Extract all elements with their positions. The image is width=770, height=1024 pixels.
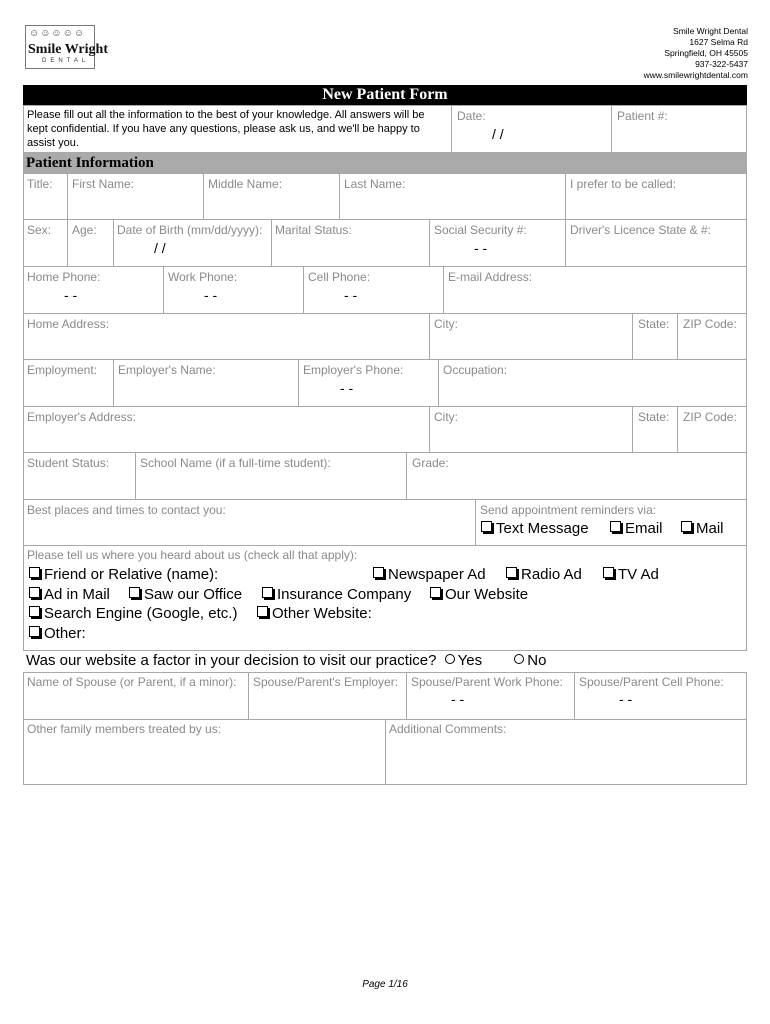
title-field[interactable]	[23, 173, 68, 220]
employment-label: Employment:	[27, 363, 98, 377]
patient-number-label: Patient #:	[617, 109, 668, 123]
cell-phone-separators: - -	[344, 287, 358, 303]
date-of-birth-field[interactable]	[113, 219, 272, 267]
middle-name-label: Middle Name:	[208, 177, 283, 191]
section-patient-information: Patient Information	[23, 153, 747, 173]
radio-icon	[514, 654, 524, 664]
saw-office-checkbox[interactable]: Saw our Office	[129, 586, 242, 603]
page-number: Page 1/16	[362, 979, 408, 990]
employer-city-field[interactable]	[429, 406, 633, 453]
city-label: City:	[434, 317, 458, 331]
spouse-cell-phone-separators: - -	[619, 691, 633, 707]
spouse-cell-phone-field[interactable]	[574, 672, 747, 720]
occupation-label: Occupation:	[443, 363, 508, 377]
practice-website[interactable]: www.smilewrightdental.com	[643, 70, 748, 80]
age-label: Age:	[72, 223, 97, 237]
tv-ad-checkbox[interactable]: TV Ad	[603, 566, 659, 583]
additional-comments-label: Additional Comments:	[389, 722, 507, 736]
work-phone-separators: - -	[204, 287, 218, 303]
cell-phone-field[interactable]	[303, 266, 444, 314]
employer-phone-separators: - -	[340, 380, 354, 396]
state-field[interactable]	[632, 313, 678, 360]
checkbox-icon	[481, 521, 492, 532]
student-status-field[interactable]	[23, 452, 136, 500]
employer-zip-field[interactable]	[677, 406, 747, 453]
ad-in-mail-checkbox[interactable]: Ad in Mail	[29, 586, 110, 603]
employer-state-label: State:	[638, 410, 670, 424]
email-label: E-mail Address:	[448, 270, 533, 284]
website-no-radio[interactable]: No	[514, 652, 546, 669]
age-field[interactable]	[67, 219, 114, 267]
date-separators: / /	[492, 126, 504, 142]
first-name-label: First Name:	[72, 177, 135, 191]
spouse-work-phone-separators: - -	[451, 691, 465, 707]
other-family-members-label: Other family members treated by us:	[27, 722, 222, 736]
home-phone-separators: - -	[64, 287, 78, 303]
reminders-label: Send appointment reminders via:	[480, 503, 657, 517]
dob-separators: / /	[154, 240, 166, 256]
dob-label: Date of Birth (mm/dd/yyyy):	[117, 223, 263, 237]
zip-code-label: ZIP Code:	[683, 317, 737, 331]
employer-name-label: Employer's Name:	[118, 363, 216, 377]
spouse-work-phone-field[interactable]	[406, 672, 575, 720]
date-label: Date:	[457, 109, 486, 123]
logo-wordmark: Smile Wright	[28, 42, 108, 57]
patient-number-field[interactable]	[611, 105, 747, 153]
checkbox-icon	[129, 587, 140, 598]
marital-status-label: Marital Status:	[275, 223, 352, 237]
city-field[interactable]	[429, 313, 633, 360]
first-name-field[interactable]	[67, 173, 204, 220]
checkbox-icon	[262, 587, 273, 598]
school-name-label: School Name (if a full-time student):	[140, 456, 331, 470]
website-yes-radio[interactable]: Yes	[445, 652, 482, 669]
practice-city: Springfield, OH 45505	[664, 48, 748, 58]
ssn-label: Social Security #:	[434, 223, 527, 237]
our-website-checkbox[interactable]: Our Website	[430, 586, 528, 603]
checkbox-icon	[373, 567, 384, 578]
spouse-name-field[interactable]	[23, 672, 249, 720]
spouse-employer-field[interactable]	[248, 672, 407, 720]
ssn-separators: - -	[474, 240, 488, 256]
practice-name: Smile Wright Dental	[673, 26, 748, 36]
practice-phone: 937-322-5437	[695, 59, 748, 69]
employer-address-field[interactable]	[23, 406, 430, 453]
friend-checkbox[interactable]: Friend or Relative (name):	[29, 566, 218, 583]
sex-label: Sex:	[27, 223, 52, 237]
spouse-cell-phone-label: Spouse/Parent Cell Phone:	[579, 675, 724, 689]
state-label: State:	[638, 317, 670, 331]
practice-logo	[25, 25, 108, 69]
spouse-name-label: Name of Spouse (or Parent, if a minor):	[27, 675, 237, 689]
email-field[interactable]	[443, 266, 747, 314]
spouse-work-phone-label: Spouse/Parent Work Phone:	[411, 675, 563, 689]
student-status-label: Student Status:	[27, 456, 110, 470]
middle-name-field[interactable]	[203, 173, 340, 220]
home-address-field[interactable]	[23, 313, 430, 360]
other-website-checkbox[interactable]: Other Website:	[257, 605, 372, 622]
marital-status-field[interactable]	[271, 219, 430, 267]
date-field[interactable]	[451, 105, 612, 153]
work-phone-field[interactable]	[163, 266, 304, 314]
insurance-checkbox[interactable]: Insurance Company	[262, 586, 411, 603]
employer-state-field[interactable]	[632, 406, 678, 453]
home-phone-field[interactable]	[23, 266, 164, 314]
checkbox-icon	[506, 567, 517, 578]
radio-icon	[445, 654, 455, 664]
checkbox-icon	[29, 567, 40, 578]
checkbox-icon	[29, 587, 40, 598]
newspaper-checkbox[interactable]: Newspaper Ad	[373, 566, 486, 583]
website-factor-question: Was our website a factor in your decision to visit our practice? Yes No	[26, 652, 547, 669]
radio-ad-checkbox[interactable]: Radio Ad	[506, 566, 582, 583]
other-family-members-field[interactable]	[23, 719, 386, 785]
reminders-field	[475, 499, 747, 546]
employer-phone-field[interactable]	[298, 359, 439, 407]
checkbox-icon	[29, 606, 40, 617]
reminder-email-checkbox[interactable]: Email	[610, 520, 663, 537]
employment-field[interactable]	[23, 359, 114, 407]
other-checkbox[interactable]: Other:	[29, 625, 86, 642]
checkbox-icon	[681, 521, 692, 532]
home-phone-label: Home Phone:	[27, 270, 101, 284]
drivers-licence-label: Driver's Licence State & #:	[570, 223, 712, 237]
home-address-label: Home Address:	[27, 317, 110, 331]
employer-phone-label: Employer's Phone:	[303, 363, 404, 377]
form-title: New Patient Form	[23, 85, 747, 105]
reminder-text-checkbox[interactable]: Text Message	[481, 520, 589, 537]
checkbox-icon	[603, 567, 614, 578]
school-name-field[interactable]	[135, 452, 407, 500]
title-label: Title:	[27, 177, 53, 191]
employer-city-label: City:	[434, 410, 458, 424]
practice-address	[644, 26, 748, 81]
social-security-field[interactable]	[429, 219, 566, 267]
last-name-field[interactable]	[339, 173, 566, 220]
employer-zip-label: ZIP Code:	[683, 410, 737, 424]
employer-name-field[interactable]	[113, 359, 299, 407]
preferred-name-field[interactable]	[565, 173, 747, 220]
search-engine-checkbox[interactable]: Search Engine (Google, etc.)	[29, 605, 237, 622]
logo-subtitle: DENTAL	[42, 58, 90, 64]
reminder-mail-checkbox[interactable]: Mail	[681, 520, 724, 537]
drivers-licence-field[interactable]	[565, 219, 747, 267]
checkbox-icon	[430, 587, 441, 598]
spouse-employer-label: Spouse/Parent's Employer:	[253, 675, 399, 689]
grade-field[interactable]	[406, 452, 747, 500]
preferred-name-label: I prefer to be called:	[570, 177, 677, 191]
cell-phone-label: Cell Phone:	[308, 270, 371, 284]
practice-street: 1627 Selma Rd	[689, 37, 748, 47]
sex-field[interactable]	[23, 219, 68, 267]
additional-comments-field[interactable]	[385, 719, 747, 785]
checkbox-icon	[29, 626, 40, 637]
referral-source-field	[23, 545, 747, 651]
intro-text: Please fill out all the information to the best of your knowledge. All answers will be kept confidential. If you have any questions, please ask us, and we'll be happy to assist you.	[27, 109, 425, 149]
checkbox-icon	[257, 606, 268, 617]
employer-address-label: Employer's Address:	[27, 410, 137, 424]
best-contact-label: Best places and times to contact you:	[27, 503, 226, 517]
best-contact-field[interactable]	[23, 499, 476, 546]
smiley-faces-icon: ☺☺☺☺☺	[29, 28, 86, 39]
checkbox-icon	[610, 521, 621, 532]
last-name-label: Last Name:	[344, 177, 406, 191]
grade-label: Grade:	[412, 456, 449, 470]
zip-code-field[interactable]	[677, 313, 747, 360]
referral-source-label: Please tell us where you heard about us (check all that apply):	[27, 548, 358, 562]
work-phone-label: Work Phone:	[168, 270, 238, 284]
occupation-field[interactable]	[438, 359, 747, 407]
